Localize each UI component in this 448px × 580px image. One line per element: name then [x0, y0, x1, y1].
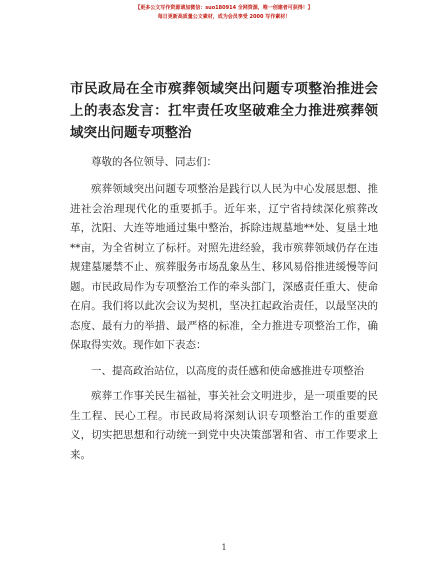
promo-banner	[0, 4, 448, 22]
document-title: 市民政局在全市殡葬领域突出问题专项整治推进会上的表态发言：扛牢责任攻坚破难全力推进殡葬领域突出问题专项整治	[70, 81, 378, 141]
promo-banner-line-1: 【更多公文写作资源请加微信：suo180914 全网资源，唯一创建者可获得！】	[135, 5, 313, 11]
page-number: 1	[221, 543, 227, 552]
body-paragraph-section-1: 殡葬工作事关民生福祉，事关社会文明进步，是一项重要的民生工程、民心工程。市民政局将深刻认识专项整治工作的重要意义，切实把思想和行动统一到党中央决策部署和省、市工作要求上来。	[70, 390, 378, 461]
body-paragraph-intro: 殡葬领域突出问题专项整治是践行以人民为中心发展思想、推进社会治理现代化的重要抓手。近年来，辽宁省持续深化殡葬改革，沈阳、大连等地通过集中整治，拆除违规墓地**处、复垦土地**亩，为全省树立了标杆。对照先进经验，我市殡葬领域仍存在违规建墓屡禁不止、殡葬服务市场乱象丛生、移风易俗推进缓慢等问题。市民政局作为专项整治工作的牵头部门，深感责任重大、使命在肩。我们将以此次会议为契机，坚决扛起政治责任，以最坚决的态度、最有力的举措、最严格的标准，全力推进专项整治工作，确保取得实效。现作如下表态：	[70, 183, 378, 351]
promo-banner-line-2: 每日更新高质量公文素材，成为会员享受 2000 写作素材！	[157, 14, 291, 20]
document-body	[70, 154, 378, 471]
greeting: 尊敬的各位领导、同志们：	[91, 156, 217, 168]
section-heading-1: 一、提高政治站位，以高度的责任感和使命感推进专项整治	[91, 364, 364, 377]
